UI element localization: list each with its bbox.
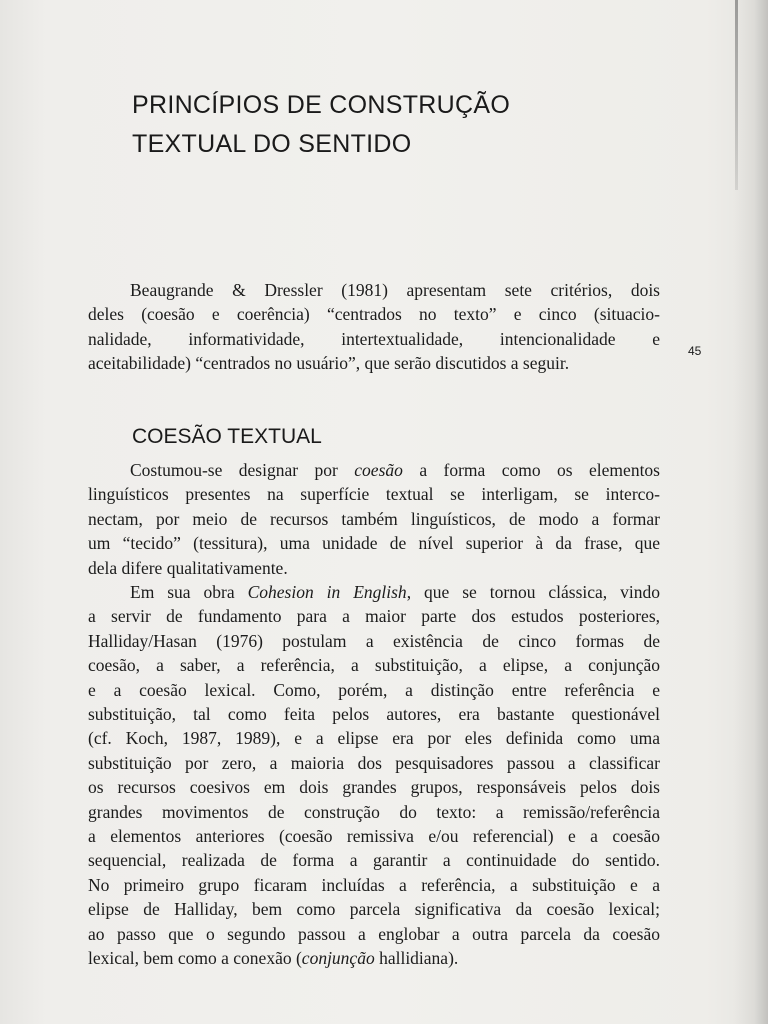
text-line: nalidade, informatividade, intertextualidade, intencionalidade e <box>88 328 660 349</box>
text-line <box>88 580 660 604</box>
text-line: elipse de Halliday, bem como parcela significativa da coesão lexical; <box>88 899 660 920</box>
text-line: a elementos anteriores (coesão remissiva e/ou referencial) e a coesão <box>88 826 660 847</box>
text-line: os recursos coesivos em dois grandes grupos, responsáveis pelos dois <box>88 777 660 798</box>
italic-book-title: Cohesion in English <box>247 582 407 602</box>
chapter-title-line: TEXTUAL DO SENTIDO <box>132 130 412 158</box>
text-line: deles (coesão e coerência) “centrados no texto” e cinco (situacio- <box>88 304 660 325</box>
text-line: Halliday/Hasan (1976) postulam a existência de cinco formas de <box>88 630 660 651</box>
text-run: a forma como os elementos <box>402 460 660 480</box>
text-line: dela difere qualitativamente. <box>88 557 288 578</box>
italic-term: coesão <box>354 460 403 480</box>
text-line: substituição, tal como feita pelos autores, era bastante questionável <box>88 704 660 725</box>
text-line: aceitabilidade) “centrados no usuário”, que serão discutidos a seguir. <box>88 353 570 374</box>
chapter-title-line: PRINCÍPIOS DE CONSTRUÇÃO <box>132 91 511 119</box>
text-run: hallidiana). <box>374 948 459 969</box>
body-paragraph <box>88 580 660 971</box>
text-line: e a coesão lexical. Como, porém, a distinção entre referência e <box>88 679 660 700</box>
chapter-title <box>132 86 652 164</box>
text-line: substituição por zero, a maioria dos pesquisadores passou a classificar <box>88 752 660 773</box>
text-line <box>88 458 660 482</box>
page-number: 45 <box>688 344 702 358</box>
text-line: No primeiro grupo ficaram incluídas a referência, a substituição e a <box>88 874 660 895</box>
page-edge-line <box>735 0 738 190</box>
text-run: Costumou-se designar por <box>130 460 355 480</box>
text-line: nectam, por meio de recursos também linguísticos, de modo a formar <box>88 508 660 529</box>
text-run: , que se tornou clássica, vindo <box>406 582 660 602</box>
intro-paragraph <box>88 278 660 376</box>
text-line: Beaugrande & Dressler (1981) apresentam sete critérios, dois <box>130 280 660 300</box>
text-line: coesão, a saber, a referência, a substituição, a elipse, a conjunção <box>88 655 660 676</box>
text-line <box>88 946 660 970</box>
text-line: grandes movimentos de construção do texto: a remissão/referência <box>88 801 660 822</box>
page-edge-shadow <box>734 0 768 1024</box>
section-heading: COESÃO TEXTUAL <box>132 425 322 448</box>
text-line: (cf. Koch, 1987, 1989), e a elipse era por eles definida como uma <box>88 728 660 749</box>
text-line: ao passo que o segundo passou a englobar a outra parcela da coesão <box>88 923 660 944</box>
text-line: linguísticos presentes na superfície textual se interligam, se interco- <box>88 484 660 505</box>
text-run: Em sua obra <box>130 582 248 602</box>
text-line: sequencial, realizada de forma a garantir a continuidade do sentido. <box>88 850 660 871</box>
body-paragraph <box>88 458 660 580</box>
italic-term: conjunção <box>301 948 375 969</box>
text-line: a servir de fundamento para a maior parte dos estudos posteriores, <box>88 606 660 627</box>
text-run: lexical, bem como a conexão ( <box>88 948 302 969</box>
text-line: um “tecido” (tessitura), uma unidade de nível superior à da frase, que <box>88 533 660 554</box>
